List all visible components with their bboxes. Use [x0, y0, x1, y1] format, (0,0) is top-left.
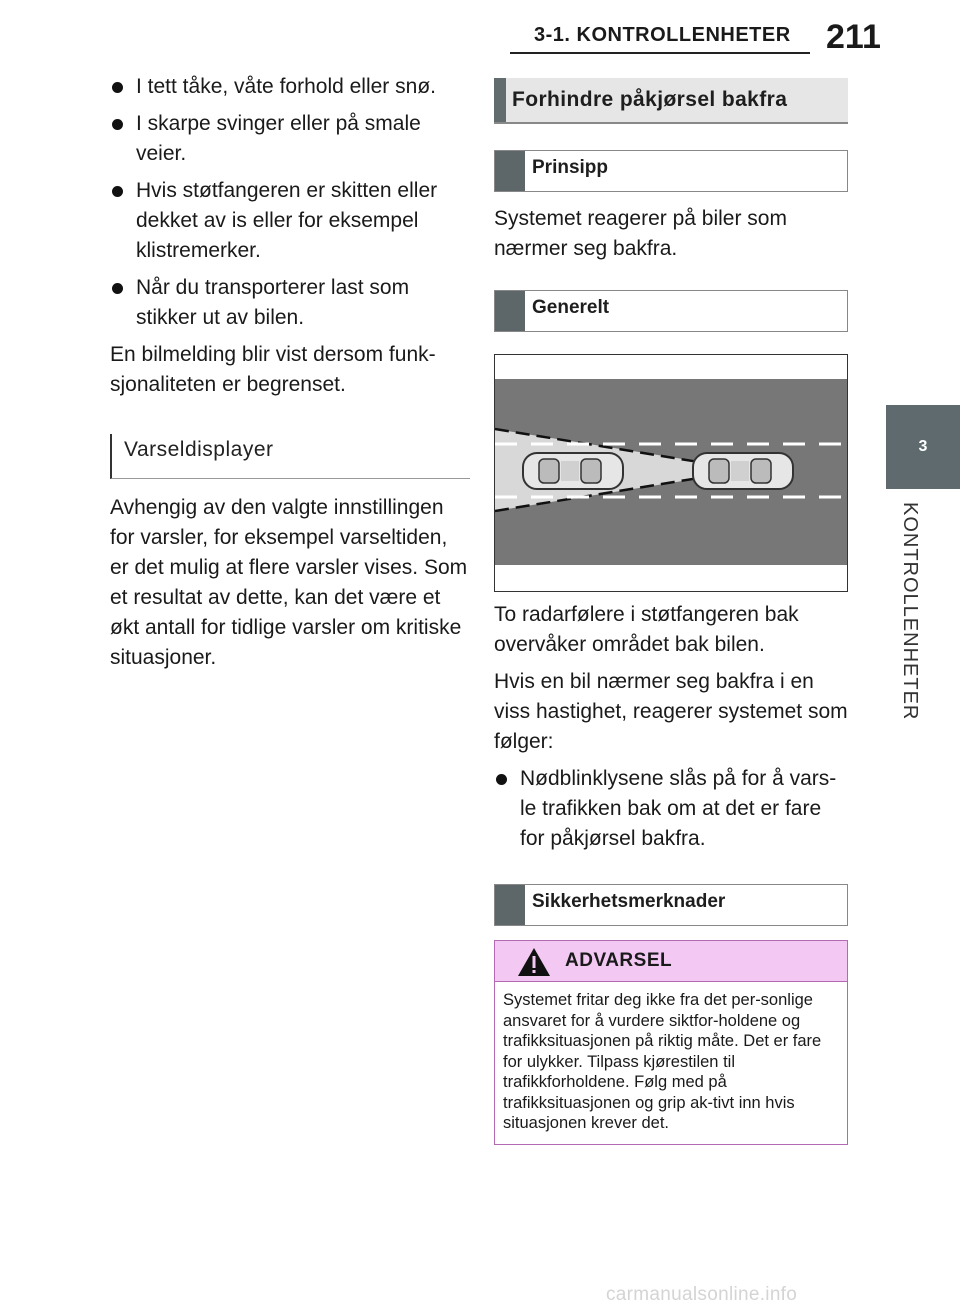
subsection-general: Generelt	[494, 290, 848, 332]
rear-collision-diagram	[494, 354, 848, 592]
bullet-item: Hvis støtfangeren er skitten eller dekket av is eller for eksempel klistremerker.	[110, 176, 470, 266]
warning-text: Systemet fritar deg ikke fra det per-sonlige ansvaret for å vurdere siktfor-holdene og trafikksituasjonen på riktig måte. Det er fare for ulykker. Tilpass kjørestilen til trafikkforholdene. Følg med på trafikksituasjonen og grip ak-tivt inn hvis situasjonen krever det.	[503, 991, 822, 1132]
subheading-warning-displays: Varseldisplayer	[110, 434, 470, 479]
chapter-number: 3	[918, 438, 928, 455]
general-text-1: To radarfølere i støtfangeren bak overvåker området bak bilen.	[494, 603, 799, 656]
bullet-item: I skarpe svinger eller på smale veier.	[110, 109, 470, 169]
right-column	[494, 78, 848, 1145]
bullet-item: Nødblinklysene slås på for å vars-le trafikken bak om at det er fare for påkjørsel bakfra.	[494, 764, 848, 854]
footer-watermark: carmanualsonline.info	[606, 1284, 798, 1305]
bullet-item: I tett tåke, våte forhold eller snø.	[110, 72, 470, 102]
general-text-2: Hvis en bil nærmer seg bakfra i en viss hastighet, reagerer systemet som følger:	[494, 670, 848, 753]
warning-triangle-icon	[517, 947, 551, 977]
warning-displays-text: Avhengig av den valgte innstillingen for varsler, for eksempel varseltiden, er det mulig at flere varsler vises. Som et resultat av dette, kan det være et økt antall for tidlige varsler om kritiske situasjoner.	[110, 496, 468, 669]
road-illustration	[495, 355, 847, 591]
left-column	[110, 72, 470, 680]
section-heading: Forhindre påkjørsel bakfra	[494, 78, 848, 124]
page-number: 211	[826, 18, 881, 56]
header-rule	[510, 52, 810, 54]
subsection-principle: Prinsipp	[494, 150, 848, 192]
limitation-note: En bilmelding blir vist dersom funk-sjonaliteten er begrenset.	[110, 343, 436, 396]
section-header: 3-1. KONTROLLENHETER	[534, 24, 791, 46]
own-car-icon	[523, 453, 623, 489]
bullet-item: Når du transporterer last som stikker ut av bilen.	[110, 273, 470, 333]
approaching-car-icon	[693, 453, 793, 489]
warning-title: ADVARSEL	[565, 950, 673, 971]
principle-text: Systemet reagerer på biler som nærmer seg bakfra.	[494, 207, 787, 260]
chapter-tab[interactable]	[886, 405, 960, 489]
warning-header	[495, 941, 847, 982]
subsection-safety: Sikkerhetsmerknader	[494, 884, 848, 926]
warning-box	[494, 940, 848, 1145]
chapter-side-label: KONTROLLENHETER	[899, 502, 921, 721]
